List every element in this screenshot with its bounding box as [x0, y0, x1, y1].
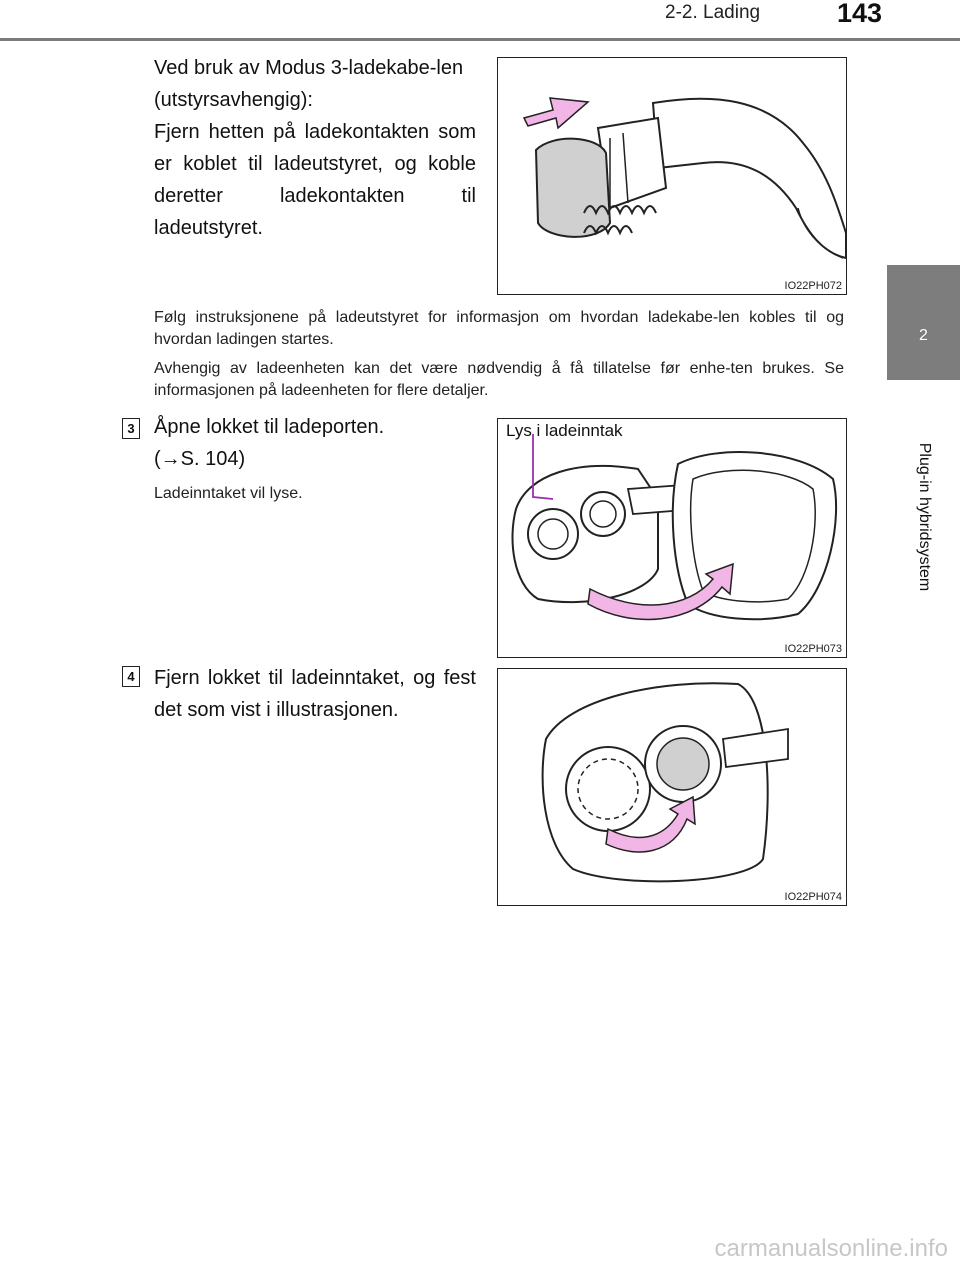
- mode3-instruction: Fjern hetten på ladekontakten som er koblet til ladeutstyret, og koble deretter ladekontakten til ladeutstyret.: [154, 121, 476, 239]
- chapter-side-label: [887, 380, 960, 680]
- step-4-text: Fjern lokket til ladeinntaket, og fest det som vist i illustrasjonen.: [154, 667, 476, 721]
- figure-code: IO22PH074: [784, 891, 842, 903]
- connector-illustration: [498, 58, 846, 294]
- step-3-marker: 3: [122, 418, 140, 439]
- chapter-title: Plug-in hybridsystem: [916, 442, 933, 592]
- step-3-page-ref[interactable]: (→S. 104): [154, 448, 246, 470]
- watermark: carmanualsonline.info: [714, 1235, 948, 1262]
- mode3-intro: Ved bruk av Modus 3-ladekabe-len (utstyrsavhengig):: [154, 57, 464, 111]
- step-4-marker: 4: [122, 666, 140, 687]
- charging-lid-illustration: [498, 419, 846, 657]
- chapter-tab[interactable]: [887, 265, 960, 380]
- step-3-note: Ladeinntaket vil lyse.: [154, 485, 303, 502]
- chapter-number: 2: [919, 327, 928, 344]
- header-rule: [0, 38, 960, 41]
- figure-remove-inlet-cap: [497, 668, 847, 906]
- page-number: 143: [836, 0, 882, 28]
- inlet-cap-illustration: [498, 669, 846, 905]
- step-3-text: Åpne lokket til ladeporten.: [154, 416, 385, 438]
- section-title: 2-2. Lading: [665, 2, 761, 23]
- figure-label-light: Lys i ladeinntak: [506, 421, 623, 440]
- figure-open-charging-lid: [497, 418, 847, 658]
- figure-charging-connector: [497, 57, 847, 295]
- figure-code: IO22PH073: [784, 643, 842, 655]
- note-follow-instructions: Følg instruksjonene på ladeutstyret for informasjon om hvordan ladekabe-len kobles til og hvordan ladingen startes.: [154, 309, 844, 348]
- figure-code: IO22PH072: [784, 280, 842, 292]
- note-permission: Avhengig av ladeenheten kan det være nødvendig å få tillatelse før enhe-ten brukes. Se informasjonen på ladeenheten for flere detaljer.: [154, 360, 844, 399]
